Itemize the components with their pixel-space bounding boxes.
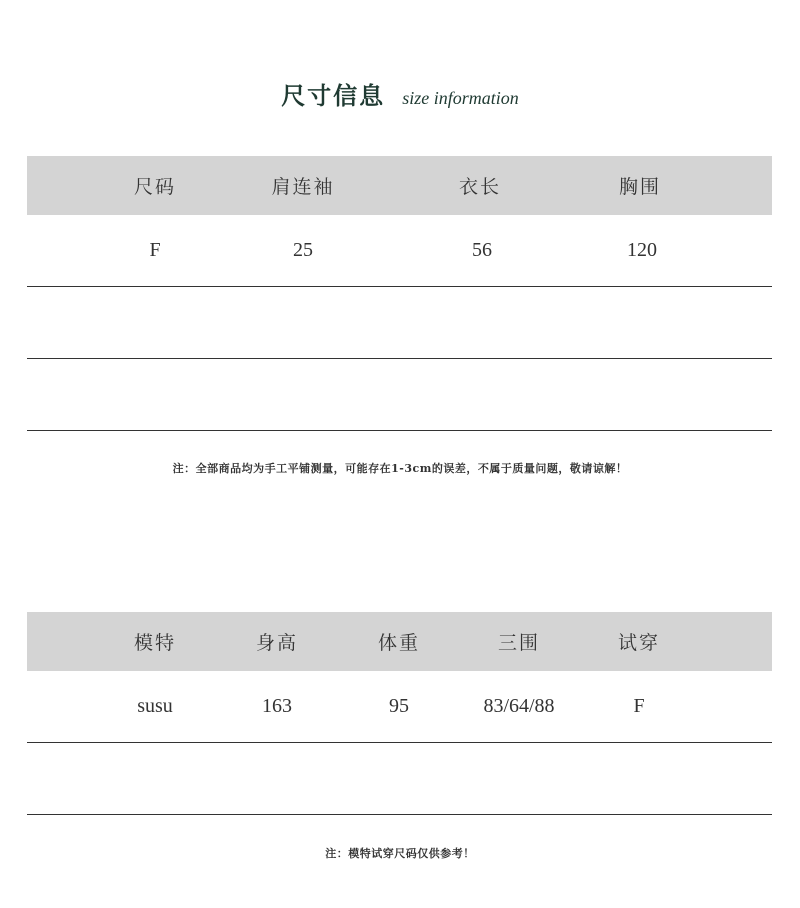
page-title xyxy=(0,76,800,111)
length-cell: 56 xyxy=(472,239,492,261)
model-table-header xyxy=(27,612,772,671)
title-chinese: 尺寸信息 xyxy=(281,81,386,110)
model-name-cell: susu xyxy=(137,695,173,717)
weight-cell: 95 xyxy=(389,695,409,717)
size-note: 注：全部商品均为手工平铺测量，可能存在1-3cm的误差，不属于质量问题，敬请谅解！ xyxy=(172,462,628,475)
table-row xyxy=(27,287,772,359)
model-header-weight: 体重 xyxy=(377,632,421,654)
table-row xyxy=(27,743,772,815)
size-cell: F xyxy=(149,239,161,261)
model-header-height: 身高 xyxy=(255,632,299,654)
shoulder-sleeve-cell: 25 xyxy=(293,239,313,261)
size-header-size: 尺码 xyxy=(133,176,177,198)
size-header-bust: 胸围 xyxy=(618,176,662,198)
model-table xyxy=(27,612,772,815)
model-note: 注：模特试穿尺码仅供参考！ xyxy=(325,847,475,860)
measurements-cell: 83/64/88 xyxy=(483,695,555,717)
size-header-shoulder-sleeve: 肩连袖 xyxy=(271,176,335,198)
model-header-model: 模特 xyxy=(133,632,177,654)
bust-cell: 120 xyxy=(627,239,657,261)
model-header-fitting: 试穿 xyxy=(617,632,661,654)
title-english: size information xyxy=(402,88,519,108)
size-table xyxy=(27,156,772,431)
model-header-measurements: 三围 xyxy=(497,632,541,654)
size-header-length: 衣长 xyxy=(458,176,502,198)
table-row xyxy=(27,671,772,743)
table-row xyxy=(27,215,772,287)
table-row xyxy=(27,359,772,431)
height-cell: 163 xyxy=(262,695,292,717)
size-table-header xyxy=(27,156,772,215)
fitting-size-cell: F xyxy=(633,695,645,717)
